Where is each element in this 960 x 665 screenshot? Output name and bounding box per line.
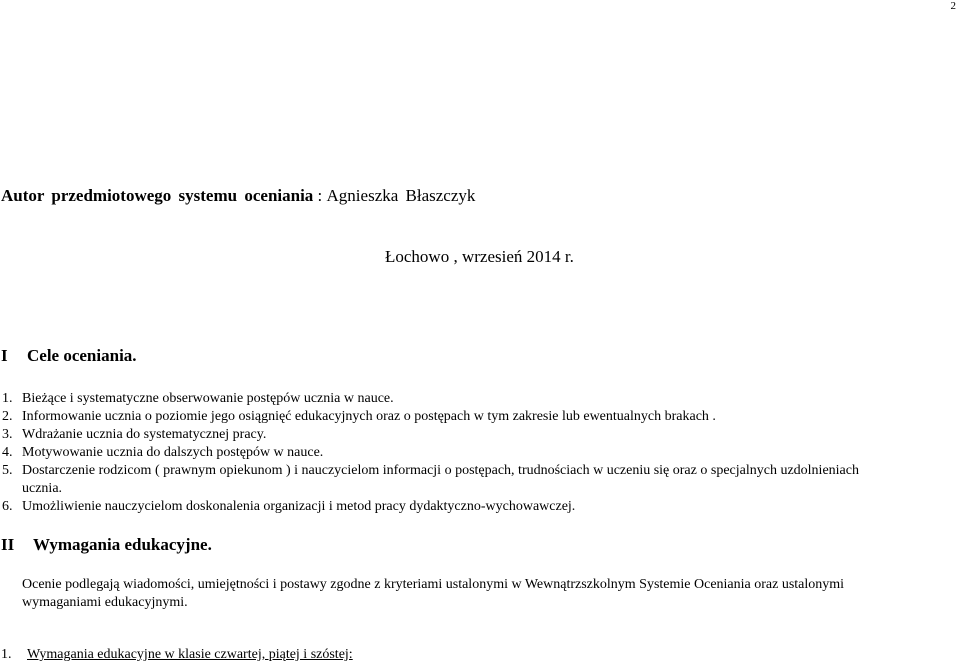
author-name: Agnieszka Błaszczyk [326, 186, 476, 205]
goals-list [2, 390, 859, 516]
section-1-title: Cele oceniania. [27, 346, 137, 365]
list-item-text: Informowanie ucznia o poziomie jego osiągnięć edukacyjnych oraz o postępach w tym zakresie lub ewentualnych brakach . [22, 409, 716, 424]
list-item [2, 444, 859, 462]
requirements-heading [1, 647, 353, 663]
paragraph-line-2: wymaganiami edukacyjnymi. [22, 595, 188, 610]
list-item-text: Wdrażanie ucznia do systematycznej pracy. [22, 427, 267, 442]
section-2-roman: II [1, 535, 15, 554]
section-2-heading [1, 535, 212, 555]
page-number: 2 [950, 0, 956, 12]
requirements-number: 1. [1, 647, 12, 662]
section-2-paragraph [22, 576, 844, 612]
author-line [1, 186, 475, 206]
list-item [2, 498, 859, 516]
author-label: Autor przedmiotowego systemu oceniania [1, 186, 314, 205]
list-item-number: 5. [2, 463, 13, 478]
list-item-continuation: ucznia. [22, 481, 63, 496]
list-item-number: 3. [2, 427, 13, 442]
list-item-text: Motywowanie ucznia do dalszych postępów w nauce. [22, 445, 324, 460]
list-item-number: 4. [2, 445, 13, 460]
paragraph-line-1: Ocenie podlegają wiadomości, umiejętności i postawy zgodne z kryteriami ustalonymi w Wewnątrzszkolnym Systemie Oceniania oraz ustalonymi [22, 577, 845, 592]
list-item-number: 1. [2, 391, 13, 406]
list-item [2, 408, 859, 426]
requirements-title: Wymagania edukacyjne w klasie czwartej, piątej i szóstej: [27, 647, 353, 662]
section-2-title: Wymagania edukacyjne. [33, 535, 212, 554]
list-item-text: Bieżące i systematyczne obserwowanie postępów ucznia w nauce. [22, 391, 394, 406]
list-item-number: 2. [2, 409, 13, 424]
author-separator: : [313, 186, 327, 205]
list-item [2, 462, 859, 480]
list-item [2, 390, 859, 408]
section-1-heading [1, 346, 137, 366]
section-1-roman: I [1, 346, 8, 365]
place-date: Łochowo , wrzesień 2014 r. [385, 247, 574, 266]
list-item [2, 426, 859, 444]
list-item-text: Umożliwienie nauczycielom doskonalenia organizacji i metod pracy dydaktyczno-wychowawczej. [22, 499, 576, 514]
list-item-text: Dostarczenie rodzicom ( prawnym opiekunom ) i nauczycielom informacji o postępach, trudnościach w uczeniu się oraz o specjalnych uzdolnieniach [22, 463, 859, 478]
list-item-number: 6. [2, 499, 13, 514]
